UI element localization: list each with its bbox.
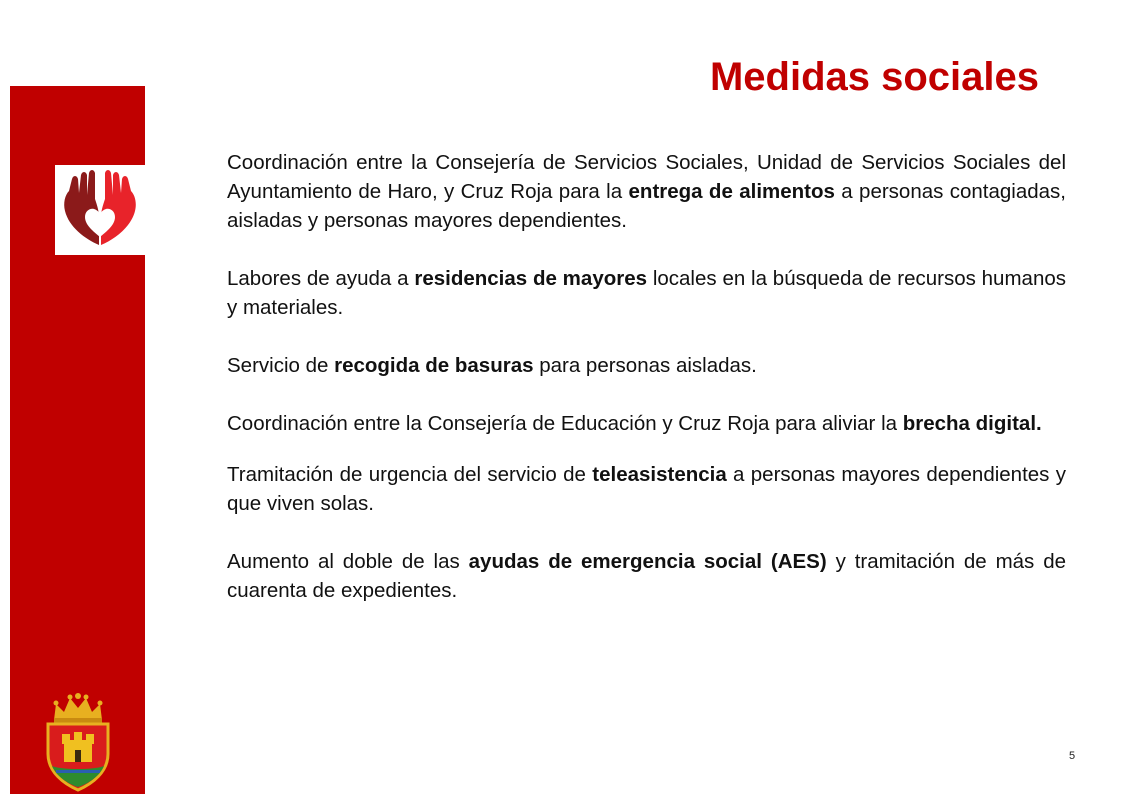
paragraph-bold: residencias de mayores — [414, 267, 648, 290]
paragraph-text: para personas aisladas. — [533, 354, 757, 377]
paragraph-text: Aumento al doble de las — [227, 550, 469, 573]
paragraph-text: Servicio de — [227, 354, 335, 377]
hands-heart-icon — [55, 165, 145, 255]
paragraph-text: Tramitación de urgencia del servicio de — [227, 463, 593, 486]
paragraph-bold: teleasistencia — [592, 463, 727, 486]
paragraph-garbage-collection — [227, 351, 1066, 380]
page-number: 5 — [1069, 750, 1076, 762]
paragraph-text: locales en la búsqueda de recursos humanos y materiales. — [227, 267, 1066, 319]
slide-title: Medidas sociales — [709, 55, 1039, 99]
paragraph-text: Labores de ayuda a — [227, 267, 415, 290]
paragraph-text: a personas mayores dependientes y que viven solas. — [227, 463, 1066, 515]
paragraph-bold: recogida de basuras — [334, 354, 534, 377]
paragraph-text: Coordinación entre la Consejería de Educación y Cruz Roja para aliviar la — [227, 412, 903, 435]
paragraph-bold: brecha digital. — [902, 412, 1042, 435]
paragraph-bold: entrega de alimentos — [628, 180, 835, 203]
content-body — [227, 148, 1066, 605]
paragraph-teleassistance — [227, 460, 1066, 518]
paragraph-digital-gap — [227, 409, 1066, 438]
paragraph-text: Coordinación entre la Consejería de Servicios Sociales, Unidad de Servicios Sociales del Ayuntamiento de Haro, y Cruz Roja para la — [227, 151, 1066, 203]
paragraph-nursing-homes — [227, 264, 1066, 322]
paragraph-text: a personas contagiadas, aisladas y personas mayores dependientes. — [227, 180, 1067, 232]
paragraph-emergency-aid — [227, 547, 1066, 605]
paragraph-food-delivery — [227, 148, 1066, 235]
paragraph-text: y tramitación de más de cuarenta de expedientes. — [227, 550, 1066, 602]
paragraph-bold: ayudas de emergencia social (AES) — [468, 550, 827, 573]
coat-of-arms-icon — [42, 692, 114, 792]
